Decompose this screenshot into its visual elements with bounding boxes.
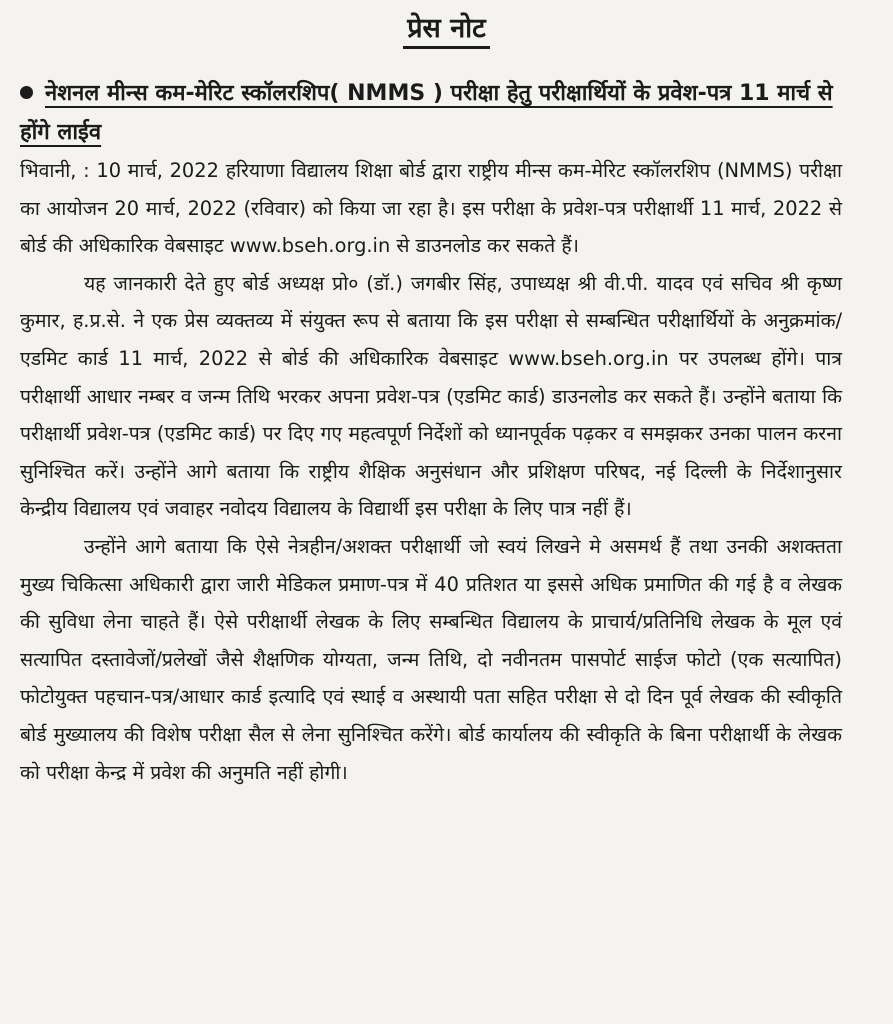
headline (20, 74, 860, 152)
paragraph-3: उन्होंने आगे बताया कि ऐसे नेत्रहीन/अशक्त परीक्षार्थी जो स्वयं लिखने मे असमर्थ हैं तथा उनकी अशक्तता मुख्य चिकित्सा अधिकारी द्वारा जारी मेडिकल प्रमाण-पत्र में 40 प्रतिशत या इससे अधिक प्रमाणित की गई है व लेखक की सुविधा लेना चाहते हैं। ऐसे परीक्षार्थी लेखक के लिए सम्बन्धित विद्यालय के प्राचार्य/प्रतिनिधि लेखक के मूल एवं सत्यापित दस्तावेजों/प्रलेखों जैसे शैक्षणिक योग्यता, जन्म तिथि, दो नवीनतम पासपोर्ट साईज फोटो (एक सत्यापित) फोटोयुक्त पहचान-पत्र/आधार कार्ड इत्यादि एवं स्थाई व अस्थायी पता सहित परीक्षा से दो दिन पूर्व लेखक की स्वीकृति बोर्ड मुख्यालय की विशेष परीक्षा सैल से लेना सुनिश्चित करेंगे। बोर्ड कार्यालय की स्वीकृति के बिना परीक्षार्थी के लेखक को परीक्षा केन्द्र में प्रवेश की अनुमति नहीं होगी। (20, 534, 842, 784)
paragraph-1-text: हरियाणा विद्यालय शिक्षा बोर्ड द्वारा राष्ट्रीय मीन्स कम-मेरिट स्कॉलरशिप (NMMS) परीक्षा का आयोजन 20 मार्च, 2022 (रविवार) को किया जा रहा है। इस परीक्षा के प्रवेश-पत्र परीक्षार्थी 11 मार्च, 2022 से बोर्ड की अधिकारिक वेबसाइट www.bseh.org.in से डाउनलोड कर सकते हैं। (20, 159, 843, 258)
paragraph-1 (20, 152, 842, 265)
document-title (0, 8, 893, 45)
bullet-icon (20, 86, 33, 99)
article-body (20, 152, 842, 791)
title-text: प्रेस नोट (403, 13, 490, 49)
dateline: भिवानी, : 10 मार्च, 2022 (20, 159, 219, 182)
paragraph-2: यह जानकारी देते हुए बोर्ड अध्यक्ष प्रो० (डॉ.) जगबीर सिंह, उपाध्यक्ष श्री वी.पी. यादव एवं सचिव श्री कृष्ण कुमार, ह.प्र.से. ने एक प्रेस व्यक्तव्य में संयुक्त रूप से बताया कि इस परीक्षा से सम्बन्धित परीक्षार्थियों के अनुक्रमांक/एडमिट कार्ड 11 मार्च, 2022 से बोर्ड की अधिकारिक वेबसाइट www.bseh.org.in पर उपलब्ध होंगे। पात्र परीक्षार्थी आधार नम्बर व जन्म तिथि भरकर अपना प्रवेश-पत्र (एडमिट कार्ड) डाउनलोड कर सकते हैं। उन्होंने बताया कि परीक्षार्थी प्रवेश-पत्र (एडमिट कार्ड) पर दिए गए महत्वपूर्ण निर्देशों को ध्यानपूर्वक पढ़कर व समझकर उनका पालन करना सुनिश्चित करें। उन्होंने आगे बताया कि राष्ट्रीय शैक्षिक अनुसंधान और प्रशिक्षण परिषद, नई दिल्ली के निर्देशानुसार केन्द्रीय विद्यालय एवं जवाहर नवोदय विद्यालय के विद्यार्थी इस परीक्षा के लिए पात्र नहीं हैं। (20, 271, 842, 521)
headline-text: नेशनल मीन्स कम-मेरिट स्कॉलरशिप( NMMS ) परीक्षा हेतु परीक्षार्थियों के प्रवेश-पत्र 11 मार्च से होंगे लाईव (20, 81, 833, 145)
